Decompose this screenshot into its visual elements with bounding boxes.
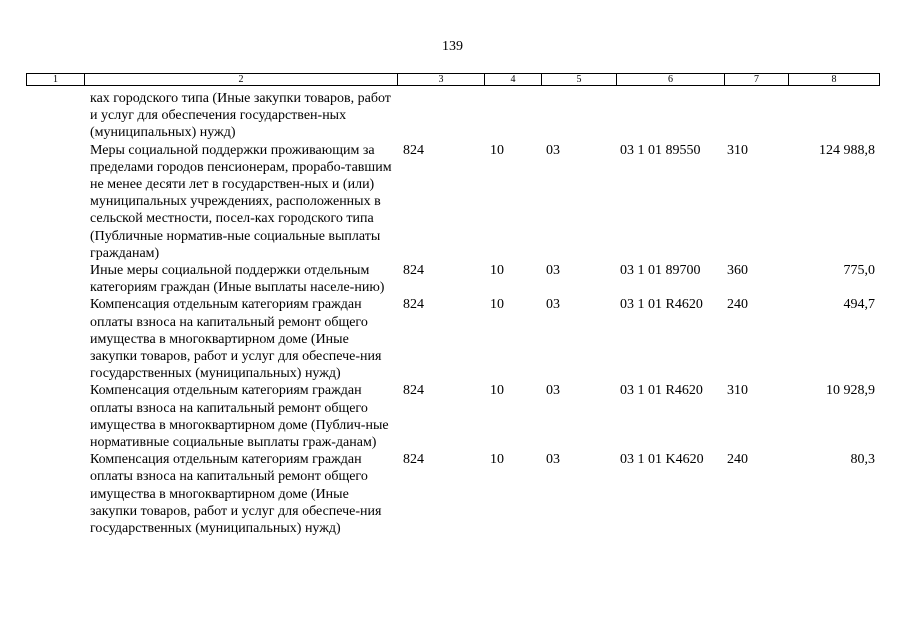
row-description: Компенсация отдельным категориям граждан оплаты взноса на капитальный ремонт общего имущества в многоквартирном доме (Иные закупки товаров, работ и услуг для обеспече-ния государственных (муниципальных) нужд) [90,297,382,382]
target-article-code: 03 1 01 R4620 [620,383,703,399]
expense-type-code: 240 [727,452,748,468]
column-number-1: 1 [27,74,85,86]
subsection-code: 03 [546,383,560,399]
expense-type-code: 310 [727,142,748,158]
expense-type-code: 310 [727,383,748,399]
subsection-code: 03 [546,142,560,158]
admin-code: 824 [403,452,424,468]
table-row-continuation [0,90,905,142]
row-description: Меры социальной поддержки проживающим за пределами городов пенсионерам, прорабо-тавшим не менее десяти лет в государствен-ных и (или) муниципальных учреждениях, расположенных в сельской местности, посел-ках городского типа (Публичные норматив-ные социальные выплаты гражданам) [90,142,392,261]
column-number-7: 7 [725,74,789,86]
amount: 775,0 [843,263,875,279]
amount: 494,7 [843,297,875,313]
target-article-code: 03 1 01 89550 [620,142,701,158]
section-code: 10 [490,263,504,279]
target-article-code: 03 1 01 K4620 [620,452,704,468]
column-number-5: 5 [542,74,617,86]
table-row [0,296,905,382]
amount: 124 988,8 [819,142,875,158]
budget-table-body [0,90,905,537]
column-number-8: 8 [789,74,880,86]
admin-code: 824 [403,142,424,158]
subsection-code: 03 [546,297,560,313]
table-row [0,382,905,451]
table-row [0,262,905,296]
target-article-code: 03 1 01 R4620 [620,297,703,313]
row-description: Компенсация отдельным категориям граждан оплаты взноса на капитальный ремонт общего имущества в многоквартирном доме (Публич-ные нормативные социальные выплаты граж-данам) [90,383,389,451]
page-number: 139 [442,39,463,54]
column-number-4: 4 [485,74,542,86]
row-description: Компенсация отдельным категориям граждан оплаты взноса на капитальный ремонт общего имущества в многоквартирном доме (Иные закупки товаров, работ и услуг для обеспече-ния государственных (муниципальных) нужд) [90,452,382,537]
subsection-code: 03 [546,263,560,279]
expense-type-code: 360 [727,263,748,279]
admin-code: 824 [403,297,424,313]
target-article-code: 03 1 01 89700 [620,263,701,279]
row-description: Иные меры социальной поддержки отдельным категориям граждан (Иные выплаты населе-нию) [90,263,385,296]
table-row [0,451,905,537]
admin-code: 824 [403,383,424,399]
section-code: 10 [490,452,504,468]
admin-code: 824 [403,263,424,279]
amount: 80,3 [850,452,875,468]
column-number-3: 3 [398,74,485,86]
expense-type-code: 240 [727,297,748,313]
section-code: 10 [490,142,504,158]
amount: 10 928,9 [826,383,875,399]
section-code: 10 [490,383,504,399]
column-number-header [26,73,880,86]
subsection-code: 03 [546,452,560,468]
column-number-6: 6 [617,74,725,86]
section-code: 10 [490,297,504,313]
table-row [0,142,905,262]
column-number-2: 2 [85,74,398,86]
row-description: ках городского типа (Иные закупки товаров, работ и услуг для обеспечения государствен-ных (муниципальных) нужд) [90,91,391,141]
